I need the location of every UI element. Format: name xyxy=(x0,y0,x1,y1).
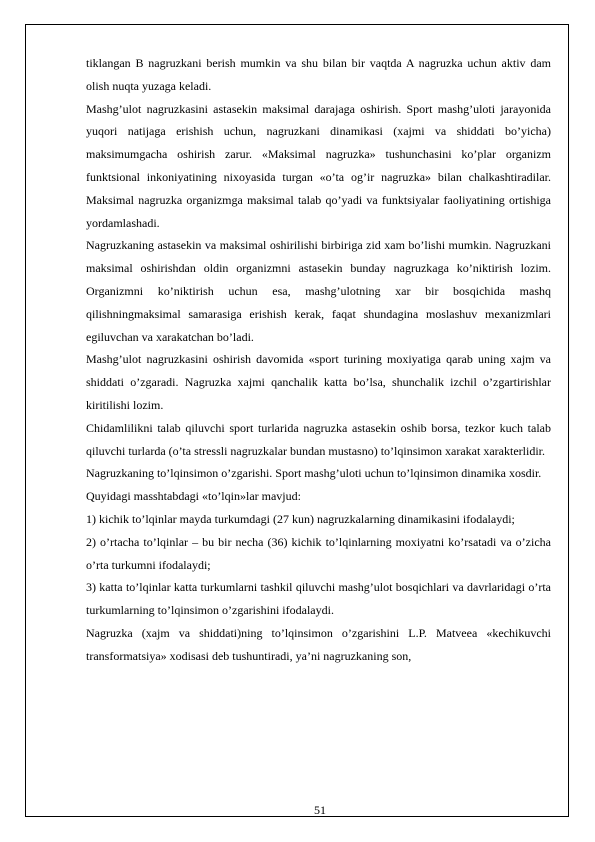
paragraph: 1) kichik to’lqinlar mayda turkumdagi (27 kun) nagruzkalarning dinamikasini ifodalaydi; xyxy=(86,511,515,526)
paragraph: 2) o’rtacha to’lqinlar – bu bir necha (36) kichik to’lqinlarning moxiyatni ko’rsatadi va o’zicha o’rta turkumni ifodalaydi; xyxy=(86,534,551,572)
paragraph: Nagruzkaning astasekin va maksimal oshirilishi birbiriga zid xam bo’lishi mumkin. Nagruzkani maksimal oshirishdan oldin organizmni astasekin bunday nagruzkaga ko’niktirish lozim. Organizmni ko’niktirish uchun esa, mashg’ulotning xar bir bosqichida mashq qilishningmaksimal samarasiga erishish kerak, faqat shundagina moslashuv mexanizmlari egiluvchan va xarakatchan bo’ladi. xyxy=(86,238,551,344)
page-body xyxy=(86,52,551,668)
paragraph: 3) katta to’lqinlar katta turkumlarni tashkil qiluvchi mashg’ulot bosqichlari va davrlaridagi o’rta turkumlarning to’lqinsimon o’zgarishini ifodalaydi. xyxy=(86,580,551,618)
paragraph: Mashg’ulot nagruzkasini oshirish davomida «sport turining moxiyatiga qarab uning xajm va shiddati o’zgaradi. Nagruzka xajmi qanchalik katta bo’lsa, shunchalik izchil o’zgartirishlar kiritilishi lozim. xyxy=(86,352,551,412)
paragraph: Chidamlilikni talab qiluvchi sport turlarida nagruzka astasekin oshib borsa, tezkor kuch talab qiluvchi turlarda (o’ta stressli nagruzkalar bundan mustasno) to’lqinsimon xarakat xarakterlidir. xyxy=(86,420,551,458)
paragraph: Mashg’ulot nagruzkasini astasekin maksimal darajaga oshirish. Sport mashg’uloti jarayonida yuqori natijaga erishish uchun, nagruzkani dinamikasi (xajmi va shiddati bo’yicha) maksimumgacha oshirish zarur. «Maksimal nagruzka» tushunchasini ko’plar organizm funktsional inkoniyatining nixoyasida turgan «o’ta og’ir nagruzka» bilan chalkashtiradilar. Maksimal nagruzka organizmga maksimal talab qo’yadi va funktsiyalar faoliyatining ortishiga yordamlashadi. xyxy=(86,101,551,230)
paragraph: Quyidagi masshtabdagi «to’lqin»lar mavjud: xyxy=(86,489,301,504)
paragraph: Nagruzka (xajm va shiddati)ning to’lqinsimon o’zgarishini L.P. Matveea «kechikuvchi transformatsiya» xodisasi deb tushuntiradi, ya’ni nagruzkaning son, xyxy=(86,625,551,663)
page-number: 51 xyxy=(314,803,326,817)
paragraph: Nagruzkaning to’lqinsimon o’zgarishi. Sport mashg’uloti uchun to’lqinsimon dinamika xosdir. xyxy=(86,466,542,481)
paragraph: tiklangan B nagruzkani berish mumkin va shu bilan bir vaqtda A nagruzka uchun aktiv dam olish nuqta yuzaga keladi. xyxy=(86,56,551,93)
